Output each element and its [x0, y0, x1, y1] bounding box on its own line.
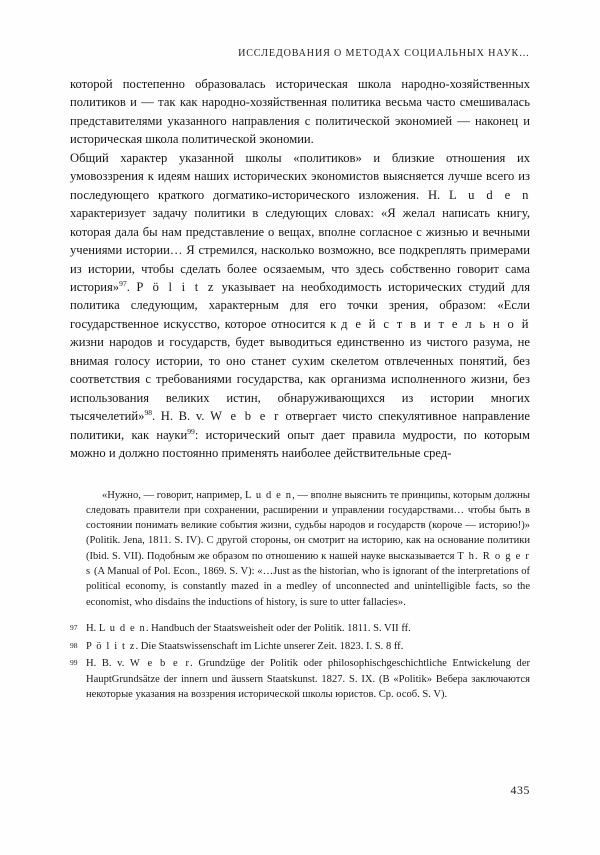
- footnote-98-name: P ö l i t z: [86, 640, 136, 652]
- quote-segment-2: , — вполне выяснить те принципы, которым должны следовать правители при сохранении, расширении и управлении государствами… чтобы быть в состоянии понимать великие события жизни, судьбы народов и государств (короче — историю!)» (Politik. Jena, 1811. S. IV). С другой стороны, он смотрит на историю, как на основание политики (Ibid. S. VII). Подобным же образом по отношению к нашей науке высказывается: [86, 489, 530, 562]
- footnote-98: [70, 639, 530, 654]
- body-par2-segment-1: Общий характер указанной школы «политиков» и близкие отношения их умовоззрения к идеям наших исторических экономистов выясняется лучше всего из последующего краткого догматико-исторического изложения. H.: [70, 150, 530, 202]
- proper-name-politz: P ö l i t z: [136, 279, 216, 294]
- body-par2-segment-8: : исторический опыт дает правила мудрости, по которым можно и должно постоянно применять наиболее действительные сред-: [70, 427, 530, 461]
- footnote-99-name: W e b e r: [129, 658, 191, 670]
- footnote-97: [70, 621, 530, 636]
- footnote-99-segment-2: . Grundzüge der Politik oder philosophischgeschichtliche Entwickelung der HauptGrundsätze der innern und äussern Staatskunst. 1827. S. IX. (В «Politik» Вебера заключаются некоторые указания на воззрения исторической школы юристов. Ср. особ. S. V).: [86, 658, 531, 701]
- inset-quote-paragraph: [86, 488, 530, 610]
- footnote-99-number: 99: [70, 658, 78, 668]
- footnote-99: [70, 656, 530, 702]
- footnote-ref-98[interactable]: 98: [144, 407, 153, 417]
- footnote-97-segment-1: H.: [86, 622, 99, 634]
- footnote-97-number: 97: [70, 622, 78, 632]
- body-par2-segment-6: . H. B. v.: [152, 409, 211, 424]
- footnote-list: [70, 621, 530, 702]
- running-header: ИССЛЕДОВАНИЯ О МЕТОДАХ СОЦИАЛЬНЫХ НАУК…: [238, 48, 530, 59]
- page-number: 435: [510, 783, 530, 797]
- body-paragraph-1: [70, 75, 530, 149]
- body-par2-segment-7: отвергает чисто спекулятивное направление политики, как науки: [70, 409, 530, 442]
- quote-segment-3: (A Manual of Pol. Econ., 1869. S. V): «…Just as the historian, who is ignorant of the interpretations of political economy, is constantly mazed in a medley of unconnected and unintelligible facts, so the economist, who disdains the inductions of history, is sure to utter fallacies».: [86, 566, 530, 608]
- footnote-98-number: 98: [70, 640, 78, 650]
- footnote-97-segment-2: . Handbuch der Staatsweisheit oder der Politik. 1811. S. VII ff.: [145, 622, 411, 634]
- footnote-98-segment-2: . Die Staatswissenschaft im Lichte unserer Zeit. 1823. I. S. 8 ff.: [135, 640, 404, 652]
- proper-name-luden: L u d e n: [449, 187, 530, 202]
- body-par2-segment-3: .: [126, 279, 137, 294]
- body-text-block: [70, 75, 530, 463]
- body-par2-segment-5: жизни народов и государств, будет выводиться единственно из чистого разума, не внимая голосу истории, то оно станет сухим скелетом отвлеченных понятий, без соответствия с требованиями государства, как организма исполненного жизни, без использования великих истин, обнаруживающихся из истории многих тысячелетий»: [70, 335, 530, 424]
- proper-name-weber: W e b e r: [210, 409, 280, 424]
- body-paragraph-1-text: которой постепенно образовалась историческая школа народно-хозяйственных политиков и — так как народно-хозяйственная политика весьма часто смешивалась представителями указанного направления с политической экономией — наконец и историческая школа политической экономии.: [70, 77, 530, 147]
- body-paragraph-2: [70, 149, 530, 463]
- page-content-column: [70, 0, 530, 705]
- proper-name-rogers: T h. R o g e r s: [86, 550, 530, 577]
- footnote-99-segment-1: H. B. v.: [86, 658, 130, 670]
- footnote-ref-97[interactable]: 97: [119, 278, 127, 288]
- footnote-97-name: L u d e n: [98, 622, 146, 634]
- inset-quote-block: [86, 488, 530, 610]
- footnote-ref-99[interactable]: 99: [187, 426, 195, 436]
- proper-name-luden-quote: L u d e n: [244, 489, 293, 501]
- emphasis-deistvitelnoi: д е й с т в и т е л ь н о й: [341, 316, 530, 331]
- body-par2-segment-2: характеризует задачу политики в следующих словах: «Я желал написать книгу, которая дала бы нам представление о вещах, вполне согласное с жизнью и вечными учениями истории… Я стремился, насколько возможно, все подкреплять примерами из истории, чтобы сделать более осязаемым, что здесь собственно говорит сама история»: [70, 206, 530, 294]
- quote-segment-1: «Нужно, — говорит, например,: [102, 489, 245, 501]
- body-par2-segment-4: указывает на необходимость исторических студий для политика следующим, характерным для его точки зрения, образом: «Если государственное искусство, которое относится к: [70, 279, 531, 331]
